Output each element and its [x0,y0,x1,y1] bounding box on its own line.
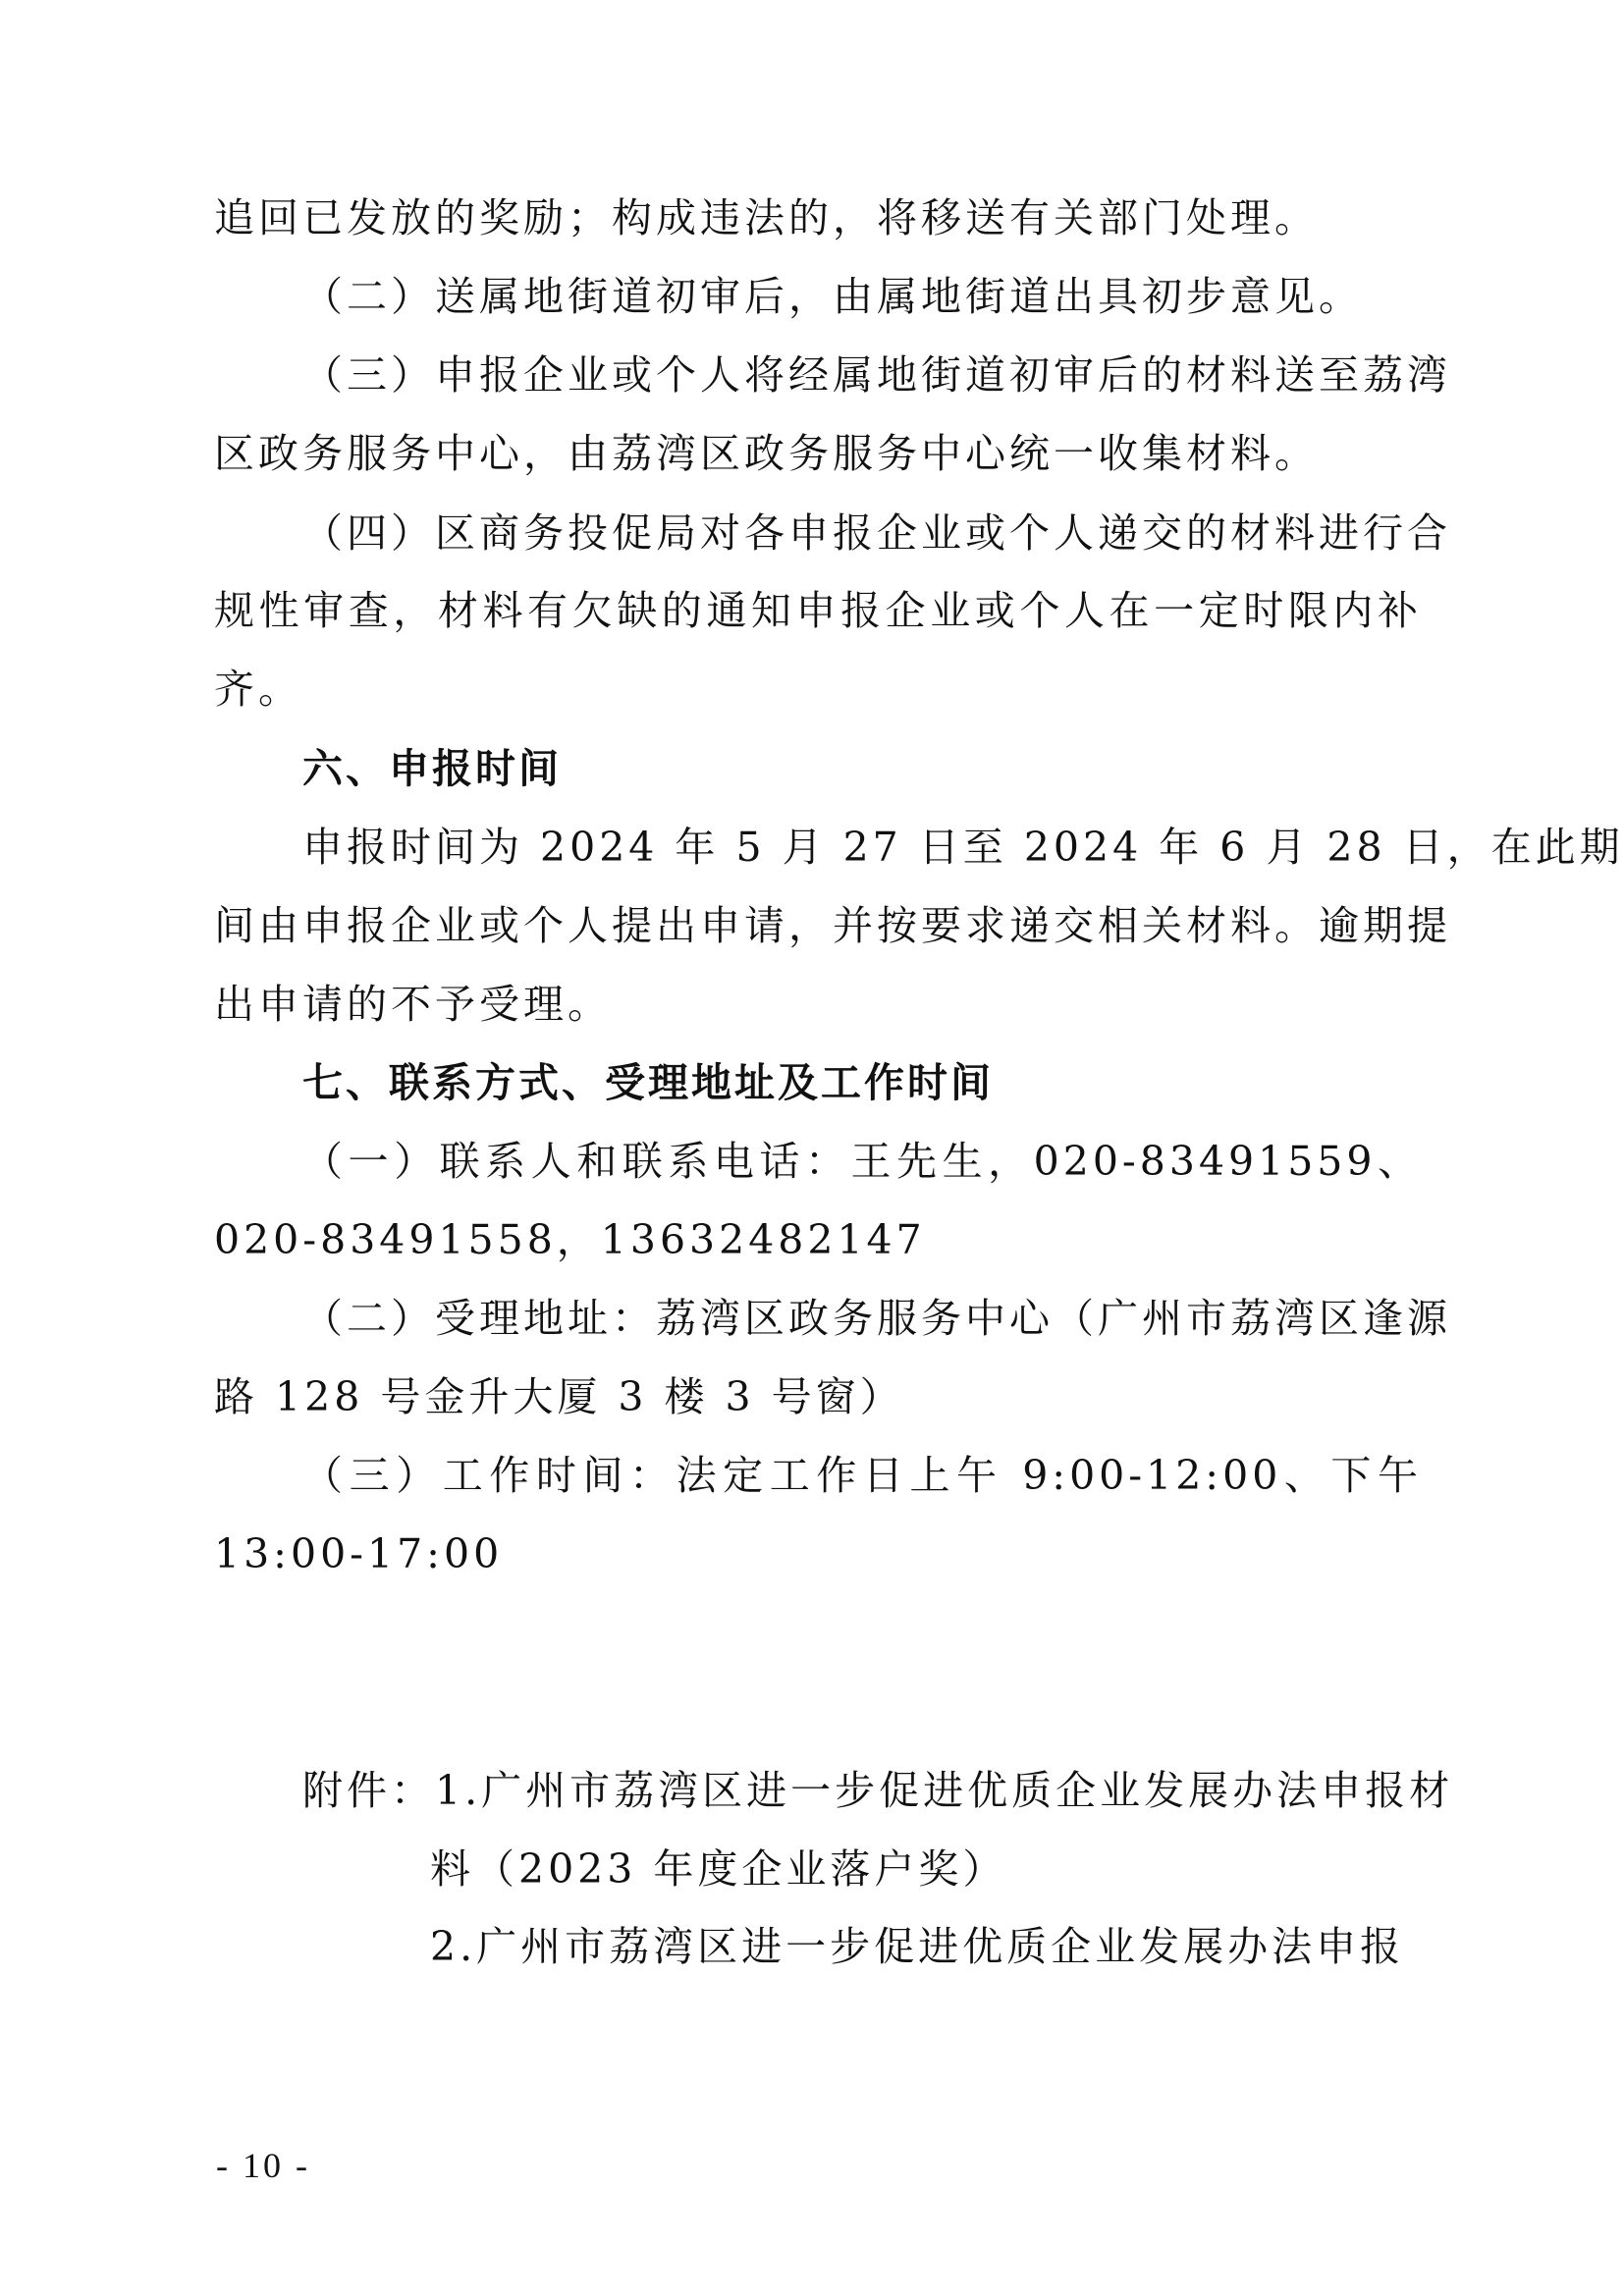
attachment-line: 2.广州市荔湾区进一步促进优质企业发展办法申报 [430,1923,1405,1970]
paragraph-line: 申报时间为 2024 年 5 月 27 日至 2024 年 6 月 28 日，在此期 [302,824,1624,871]
section-heading: 七、联系方式、受理地址及工作时间 [302,1059,994,1106]
hours-line: 13:00-17:00 [214,1530,504,1577]
paragraph-line: 间由申报企业或个人提出申请，并按要求递交相关材料。逾期提 [214,902,1451,949]
address-line: 路 128 号金升大厦 3 楼 3 号窗） [214,1373,904,1420]
paragraph-line: 齐。 [214,666,302,713]
paragraph-line: 区政务服务中心，由荔湾区政务服务中心统一收集材料。 [214,430,1319,477]
address-line: （二）受理地址：荔湾区政务服务中心（广州市荔湾区逢源 [302,1295,1451,1342]
paragraph-line: 追回已发放的奖励；构成违法的，将移送有关部门处理。 [214,194,1319,241]
attachment-line: 料（2023 年度企业落户奖） [430,1845,1007,1893]
paragraph-line: （三）申报企业或个人将经属地街道初审后的材料送至荔湾 [302,351,1451,399]
page-number: - 10 - [216,2146,310,2185]
contact-line: 020-83491558，13632482147 [214,1216,926,1263]
contact-line: （一）联系人和联系电话：王先生，020-83491559、 [302,1138,1422,1185]
section-heading: 六、申报时间 [302,745,562,792]
paragraph-line: 规性审查，材料有欠缺的通知申报企业或个人在一定时限内补 [214,587,1422,634]
paragraph-line: （二）送属地街道初审后，由属地街道出具初步意见。 [302,273,1363,320]
attachment-line: 附件：1.广州市荔湾区进一步促进优质企业发展办法申报材 [302,1767,1454,1814]
hours-line: （三）工作时间：法定工作日上午 9:00-12:00、下午 [302,1452,1422,1499]
paragraph-line: （四）区商务投促局对各申报企业或个人递交的材料进行合 [302,509,1451,557]
paragraph-line: 出申请的不予受理。 [214,981,612,1028]
